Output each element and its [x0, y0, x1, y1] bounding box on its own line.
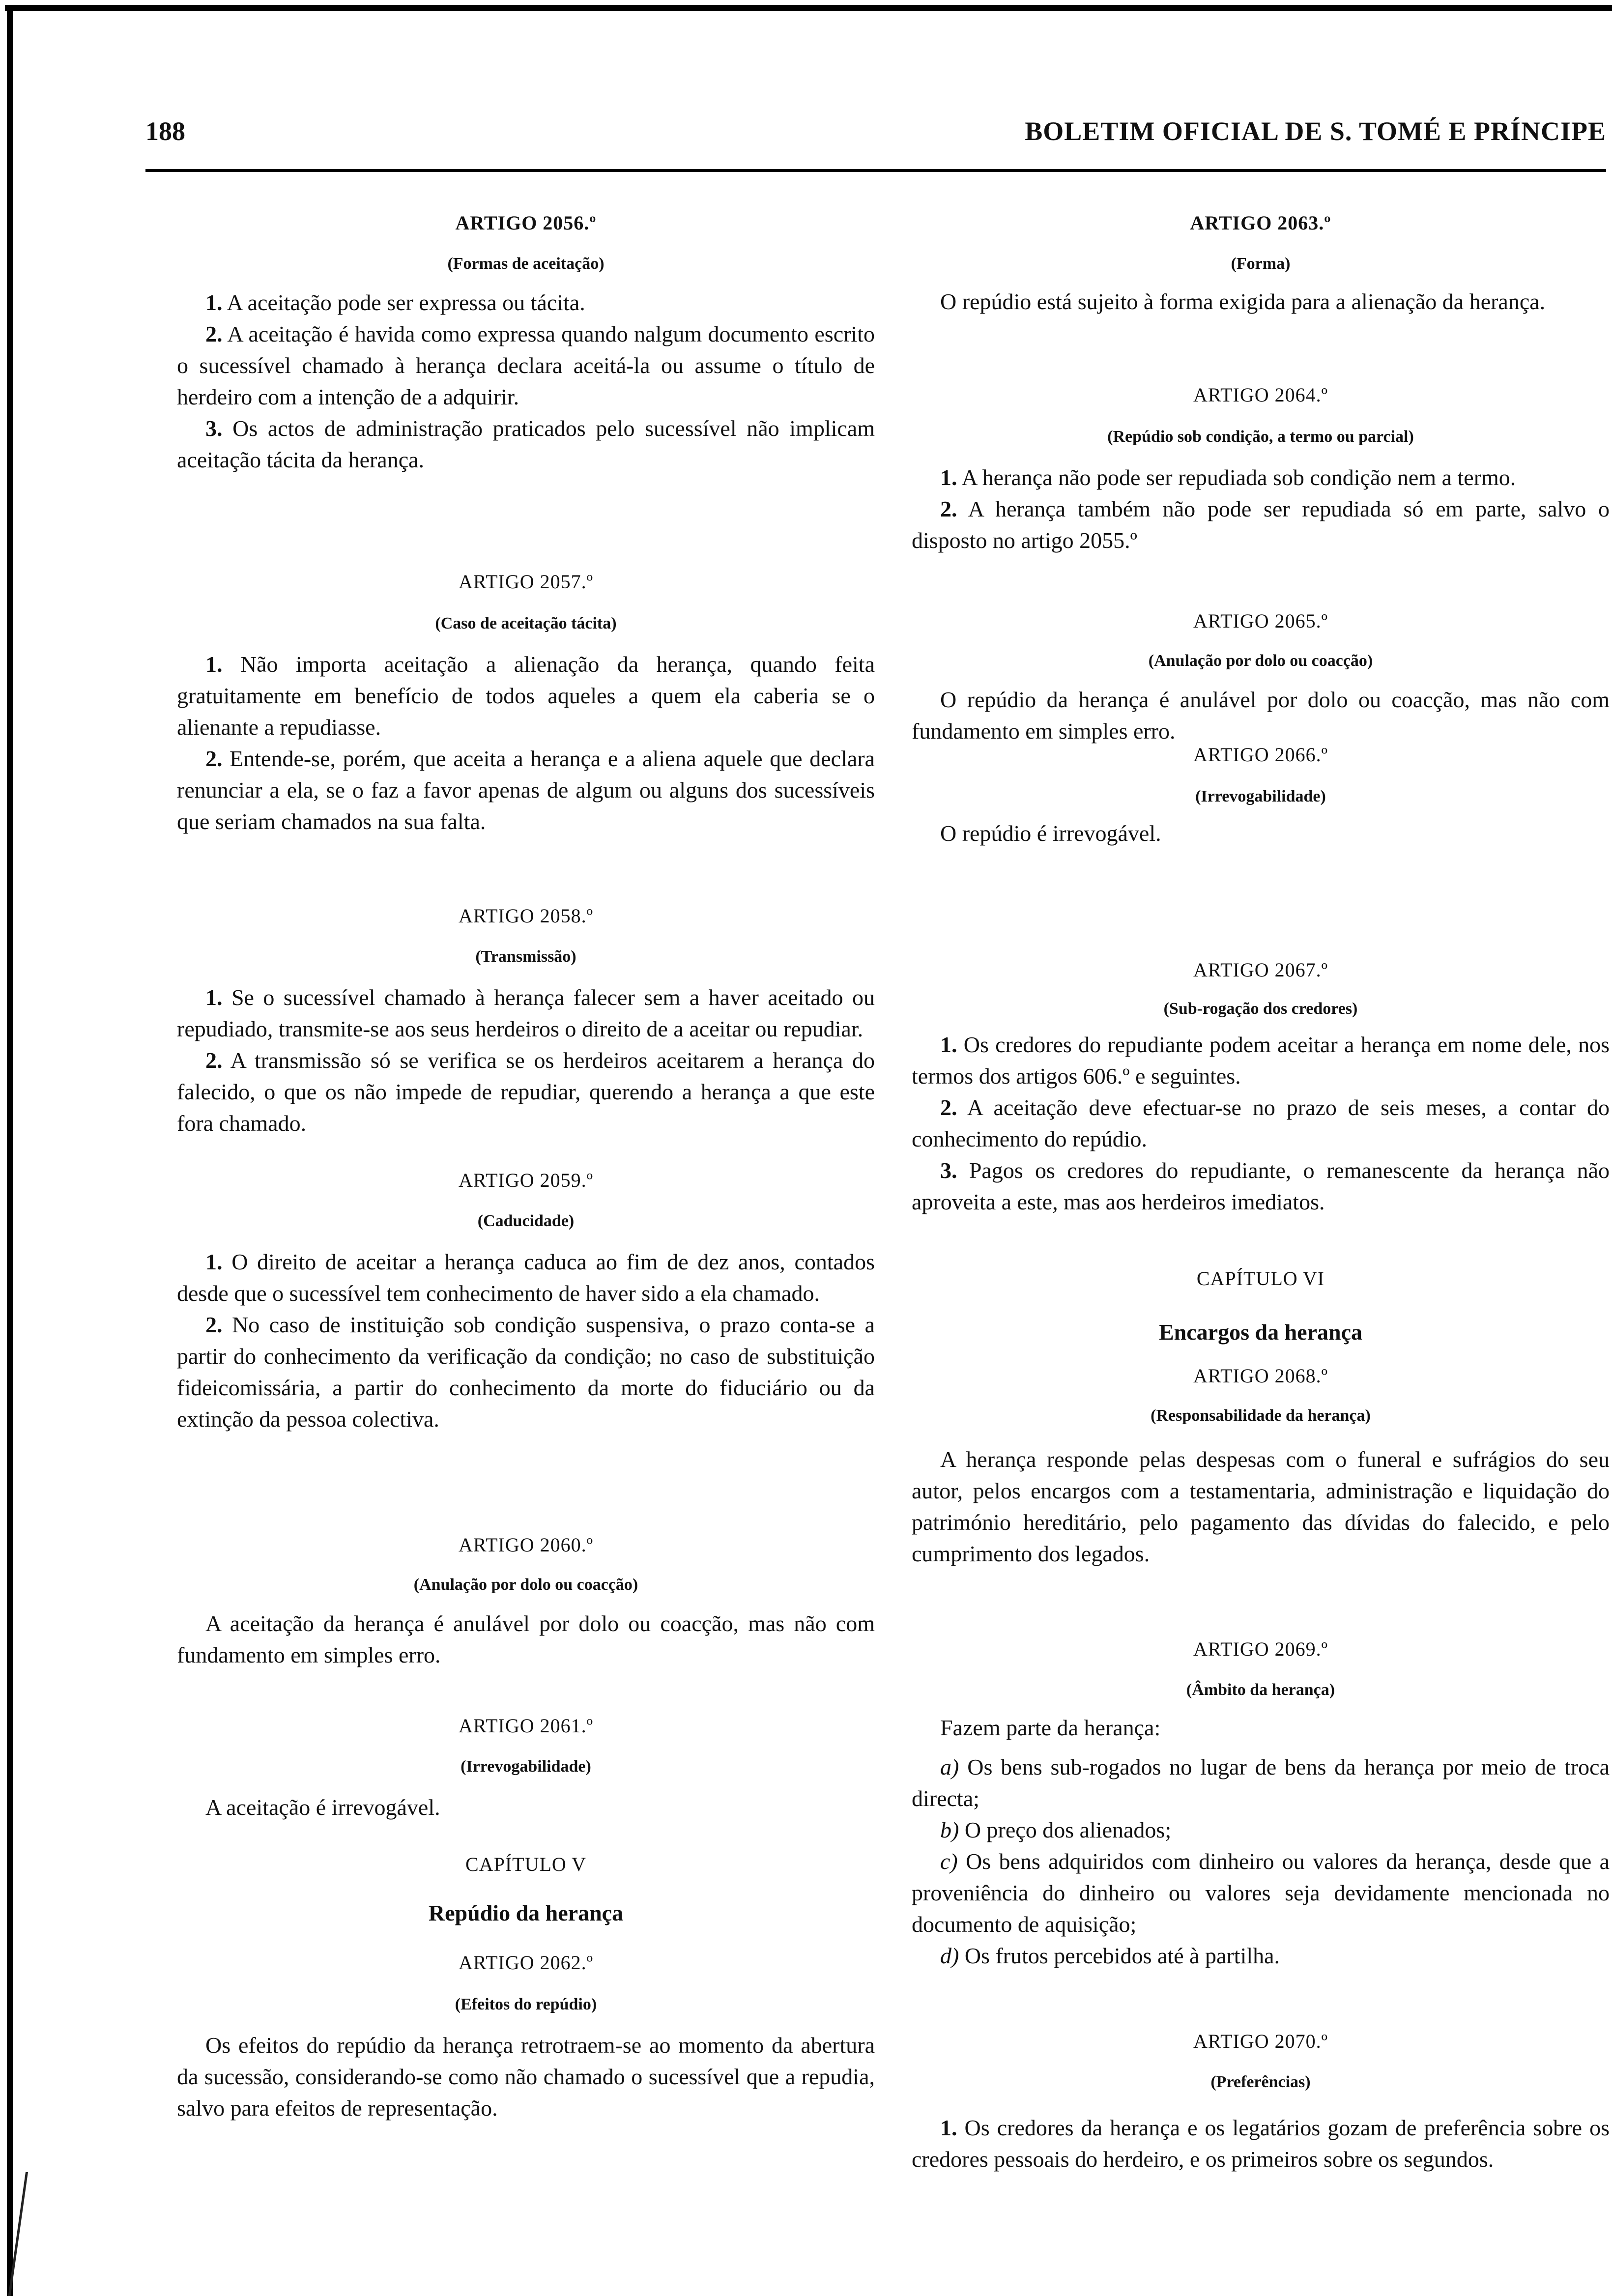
- article-heading: ARTIGO 2060.º: [458, 1534, 594, 1556]
- article-body: [177, 2030, 875, 2124]
- article-body: [912, 1029, 1610, 1218]
- page-number: 188: [145, 116, 185, 146]
- article-subtitle: (Anulação por dolo ou coacção): [413, 1576, 638, 1594]
- article-heading: ARTIGO 2059.º: [458, 1169, 594, 1191]
- article-paragraph: 1. A aceitação pode ser expressa ou tácita.: [205, 290, 585, 315]
- article-paragraph: Os efeitos do repúdio da herança retrotraem-se ao momento da abertura da sucessão, considerando-se como não chamado o sucessível que a repudia, salvo para efeitos de representação.: [177, 2033, 875, 2121]
- article-heading: ARTIGO 2062.º: [458, 1952, 594, 1974]
- article-body: [912, 286, 1610, 317]
- article-body: [177, 1792, 875, 1823]
- article-body: [912, 818, 1610, 849]
- article-body: [177, 287, 875, 476]
- article-paragraph: 1. Não importa aceitação a alienação da herança, quando feita gratuitamente em benefício de todos aqueles a quem ela caberia se o alienante a repudiasse.: [177, 652, 875, 740]
- article-heading: ARTIGO 2057.º: [458, 571, 594, 593]
- publication-title: BOLETIM OFICIAL DE S. TOMÉ E PRÍNCIPE: [1025, 116, 1606, 146]
- article-body: [912, 684, 1610, 747]
- article-heading: ARTIGO 2067.º: [1193, 959, 1328, 981]
- article-paragraph: 3. Os actos de administração praticados pelo sucessível não implicam aceitação tácita da herança.: [177, 416, 875, 472]
- article-subtitle: (Forma): [1231, 255, 1291, 273]
- article-item: d) Os frutos percebidos até à partilha.: [940, 1943, 1280, 1968]
- article-paragraph: 2. A transmissão só se verifica se os herdeiros aceitarem a herança do falecido, o que os não impede de repudiar, querendo a herança a que este fora chamado.: [177, 1048, 875, 1136]
- article-subtitle: (Formas de aceitação): [447, 255, 604, 273]
- chapter-title: Encargos da herança: [1159, 1320, 1362, 1345]
- article-subtitle: (Efeitos do repúdio): [455, 1995, 597, 2013]
- article-subtitle: (Transmissão): [475, 947, 576, 966]
- article-heading: ARTIGO 2056.º: [455, 212, 597, 234]
- article-subtitle: (Irrevogabilidade): [1195, 787, 1326, 805]
- article-paragraph: 3. Pagos os credores do repudiante, o remanescente da herança não aproveita a este, mas aos herdeiros imediatos.: [912, 1158, 1610, 1214]
- article-body: [912, 1444, 1610, 1570]
- article-paragraph: A aceitação é irrevogável.: [205, 1795, 440, 1820]
- header-rule: [145, 169, 1606, 172]
- article-subtitle: (Irrevogabilidade): [461, 1757, 591, 1776]
- article-paragraph: 1. A herança não pode ser repudiada sob condição nem a termo.: [940, 465, 1516, 490]
- article-heading: ARTIGO 2061.º: [458, 1715, 594, 1737]
- article-subtitle: (Âmbito da herança): [1186, 1681, 1335, 1699]
- chapter-title: Repúdio da herança: [428, 1900, 624, 1925]
- article-body: [912, 1712, 1610, 1972]
- article-paragraph: A herança responde pelas despesas com o funeral e sufrágios do seu autor, pelos encargos com a testamentaria, administração e liquidação do património hereditário, pelo pagamento das dívidas do falecido, e pelo cumprimento dos legados.: [912, 1447, 1610, 1566]
- article-subtitle: (Caducidade): [477, 1212, 575, 1230]
- article-paragraph: 2. A aceitação deve efectuar-se no prazo de seis meses, a contar do conhecimento do repúdio.: [912, 1095, 1610, 1151]
- article-paragraph: 1. O direito de aceitar a herança caduca ao fim de dez anos, contados desde que o sucessível tem conhecimento de haver sido a ela chamado.: [177, 1249, 875, 1306]
- article-paragraph: 1. Os credores da herança e os legatários gozam de preferência sobre os credores pessoais do herdeiro, e os primeiros sobre os segundos.: [912, 2115, 1610, 2172]
- article-body: [177, 982, 875, 1139]
- article-subtitle: (Repúdio sob condição, a termo ou parcial): [1107, 428, 1414, 446]
- article-heading: ARTIGO 2058.º: [458, 905, 594, 927]
- article-subtitle: (Caso de aceitação tácita): [435, 614, 617, 632]
- article-subtitle: (Responsabilidade da herança): [1151, 1406, 1371, 1425]
- article-heading: ARTIGO 2065.º: [1193, 610, 1328, 632]
- article-heading: ARTIGO 2068.º: [1193, 1365, 1328, 1387]
- page-frame-left: [7, 5, 13, 2296]
- article-item: c) Os bens adquiridos com dinheiro ou valores da herança, desde que a proveniência do dinheiro ou valores seja devidamente mencionada no documento de aquisição;: [912, 1849, 1610, 1937]
- article-paragraph: O repúdio da herança é anulável por dolo ou coacção, mas não com fundamento em simples erro.: [912, 687, 1610, 744]
- article-heading: ARTIGO 2063.º: [1190, 212, 1331, 234]
- chapter-label: CAPÍTULO V: [465, 1853, 586, 1875]
- article-subtitle: (Preferências): [1210, 2073, 1311, 2091]
- article-paragraph: 2. A herança também não pode ser repudiada só em parte, salvo o disposto no artigo 2055.º: [912, 496, 1610, 553]
- article-body: [177, 649, 875, 837]
- article-heading: ARTIGO 2069.º: [1193, 1638, 1328, 1660]
- article-paragraph: A aceitação da herança é anulável por dolo ou coacção, mas não com fundamento em simples erro.: [177, 1611, 875, 1667]
- page-frame-top: [5, 5, 1612, 11]
- article-body: [912, 2112, 1610, 2175]
- article-item: a) Os bens sub-rogados no lugar de bens da herança por meio de troca directa;: [912, 1754, 1610, 1811]
- article-paragraph: 2. Entende-se, porém, que aceita a herança e a aliena aquele que declara renunciar a ela, se o faz a favor apenas de algum ou alguns dos sucessíveis que seriam chamados na sua falta.: [177, 746, 875, 834]
- article-heading: ARTIGO 2066.º: [1193, 744, 1328, 766]
- article-body: [177, 1246, 875, 1435]
- article-paragraph: O repúdio está sujeito à forma exigida para a alienação da herança.: [940, 289, 1546, 314]
- article-heading: ARTIGO 2070.º: [1193, 2030, 1328, 2052]
- article-body: [177, 1608, 875, 1671]
- article-body: [912, 462, 1610, 556]
- article-paragraph: 2. No caso de instituição sob condição suspensiva, o prazo conta-se a partir do conhecimento da verificação da condição; no caso de substituição fideicomissária, a partir do conhecimento da morte do fiduciário ou da extinção da pessoa colectiva.: [177, 1312, 875, 1432]
- article-item: b) O preço dos alienados;: [940, 1817, 1172, 1842]
- article-paragraph: O repúdio é irrevogável.: [940, 821, 1161, 846]
- article-subtitle: (Sub-rogação dos credores): [1163, 1000, 1358, 1018]
- article-paragraph: 1. Os credores do repudiante podem aceitar a herança em nome dele, nos termos dos artigos 606.º e seguintes.: [912, 1032, 1610, 1089]
- article-paragraph: 1. Se o sucessível chamado à herança falecer sem a haver aceitado ou repudiado, transmite-se aos seus herdeiros o direito de a aceitar ou repudiar.: [177, 985, 875, 1041]
- article-intro: Fazem parte da herança:: [940, 1715, 1161, 1740]
- article-paragraph: 2. A aceitação é havida como expressa quando nalgum documento escrito o sucessível chamado à herança declara aceitá-la ou assume o título de herdeiro com a intenção de a adquirir.: [177, 321, 875, 409]
- article-subtitle: (Anulação por dolo ou coacção): [1148, 652, 1373, 670]
- article-heading: ARTIGO 2064.º: [1193, 384, 1328, 406]
- chapter-label: CAPÍTULO VI: [1196, 1267, 1325, 1290]
